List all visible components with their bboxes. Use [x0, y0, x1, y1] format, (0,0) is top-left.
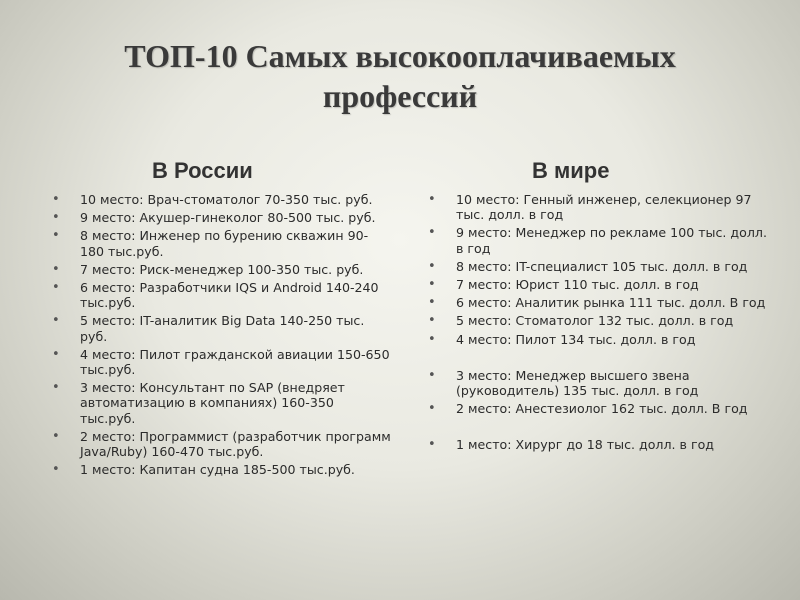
russia-heading: В России: [152, 158, 253, 183]
list-item: • 10 место: Генный инженер, селекционер 97 тыс. долл. в год: [428, 192, 768, 222]
list-item: • 2 место: Анестезиолог 162 тыс. долл. В год: [428, 401, 768, 416]
world-list: [428, 192, 768, 456]
list-item: • 6 место: Разработчики IQS и Android 140-240 тыс.руб.: [52, 280, 392, 310]
list-item: • 10 место: Врач-стоматолог 70-350 тыс. руб.: [52, 192, 392, 207]
list-item: • 7 место: Риск-менеджер 100-350 тыс. руб.: [52, 262, 392, 277]
list-item: • 1 место: Хирург до 18 тыс. долл. в год: [428, 437, 768, 452]
list-item: • 8 место: Инженер по бурению скважин 90-180 тыс.руб.: [52, 228, 392, 258]
list-item: • 9 место: Менеджер по рекламе 100 тыс. долл. в год: [428, 225, 768, 255]
list-item: • 5 место: Стоматолог 132 тыс. долл. в год: [428, 313, 768, 328]
world-heading: В мире: [532, 158, 610, 183]
list-item: • 8 место: IT-специалист 105 тыс. долл. в год: [428, 259, 768, 274]
list-item: • 6 место: Аналитик рынка 111 тыс. долл. В год: [428, 295, 768, 310]
list-item: • 4 место: Пилот 134 тыс. долл. в год: [428, 332, 768, 347]
list-item: • 5 место: IT-аналитик Big Data 140-250 тыс. руб.: [52, 313, 392, 343]
list-item: • 1 место: Капитан судна 185-500 тыс.руб.: [52, 462, 392, 477]
slide-title: ТОП-10 Самых высокооплачиваемых профессий: [124, 38, 676, 114]
russia-list: [52, 192, 392, 480]
list-item: • 3 место: Менеджер высшего звена (руководитель) 135 тыс. долл. в год: [428, 368, 768, 398]
list-item: • 4 место: Пилот гражданской авиации 150-650 тыс.руб.: [52, 347, 392, 377]
list-item: • 7 место: Юрист 110 тыс. долл. в год: [428, 277, 768, 292]
list-item: • 2 место: Программист (разработчик программ Java/Ruby) 160-470 тыс.руб.: [52, 429, 392, 459]
list-item: • 9 место: Акушер-гинеколог 80-500 тыс. руб.: [52, 210, 392, 225]
list-item: • 3 место: Консультант по SAP (внедряет автоматизацию в компаниях) 160-350 тыс.руб.: [52, 380, 392, 426]
